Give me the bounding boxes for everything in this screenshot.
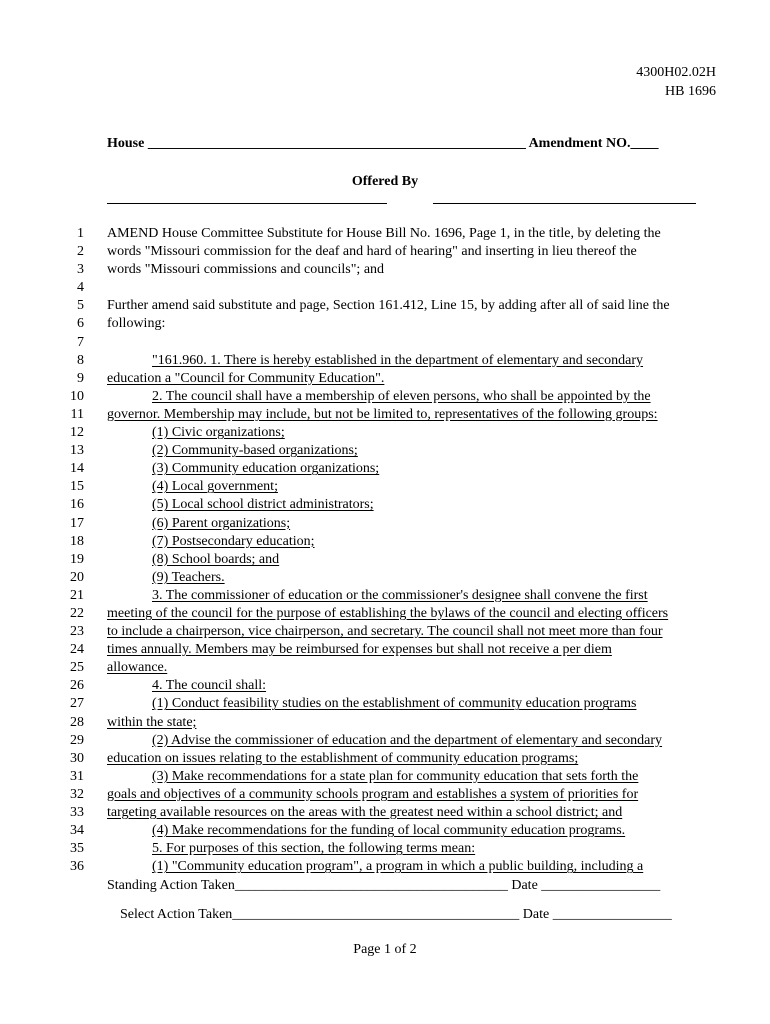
line-number: 34 — [70, 823, 84, 839]
line-number: 6 — [77, 316, 84, 332]
line-text: (3) Community education organizations; — [152, 461, 380, 477]
numbered-line — [0, 551, 770, 569]
line-number: 10 — [70, 388, 84, 404]
line-text: education on issues relating to the establishment of community education programs; — [107, 750, 579, 766]
numbered-line — [0, 225, 770, 243]
line-text: 4. The council shall: — [152, 678, 267, 694]
numbered-line — [0, 840, 770, 858]
numbered-line — [0, 315, 770, 333]
line-number: 29 — [70, 732, 84, 748]
line-number: 23 — [70, 624, 84, 640]
line-number: 9 — [77, 370, 84, 386]
line-number: 18 — [70, 533, 84, 549]
numbered-line — [0, 605, 770, 623]
line-number: 32 — [70, 786, 84, 802]
numbered-line — [0, 641, 770, 659]
line-number: 8 — [77, 352, 84, 368]
house-blank: ______________________________________________________ — [147, 136, 526, 151]
line-text: targeting available resources on the areas with the greatest need within a school district; and — [107, 805, 623, 820]
numbered-line — [0, 695, 770, 713]
numbered-line — [0, 279, 770, 297]
document-code: 4300H02.02H — [636, 65, 716, 80]
line-text: (4) Local government; — [152, 479, 278, 495]
line-text: (8) School boards; and — [152, 551, 280, 567]
line-number: 35 — [70, 841, 84, 857]
line-number: 7 — [77, 334, 84, 350]
line-number: 12 — [70, 425, 84, 441]
numbered-line — [0, 623, 770, 641]
numbered-line — [0, 786, 770, 804]
line-text: governor. Membership may include, but not be limited to, representatives of the following groups: — [107, 406, 658, 422]
line-text: 3. The commissioner of education or the commissioner's designee shall convene the first — [152, 587, 648, 603]
numbered-line — [0, 442, 770, 460]
line-text: times annually. Members may be reimbursed for expenses but shall not receive a per diem — [107, 642, 612, 658]
amendment-number-label: Amendment NO.____ — [525, 136, 659, 151]
numbered-line — [0, 352, 770, 370]
standing-action-line: Standing Action Taken_______________________________________ Date _________________ — [107, 878, 661, 893]
numbered-line — [0, 768, 770, 786]
line-text: (6) Parent organizations; — [152, 515, 291, 531]
line-text: to include a chairperson, vice chairperson, and secretary. The council shall not meet more than four — [107, 624, 663, 640]
line-text: (3) Make recommendations for a state plan for community education that sets forth the — [152, 768, 639, 784]
line-number: 21 — [70, 587, 84, 603]
numbered-line — [0, 515, 770, 533]
line-number: 30 — [70, 750, 84, 766]
numbered-line — [0, 460, 770, 478]
numbered-line — [0, 424, 770, 442]
line-text: within the state; — [107, 714, 197, 730]
numbered-line — [0, 677, 770, 695]
line-text: (1) "Community education program", a program in which a public building, including a — [152, 859, 644, 875]
line-number: 20 — [70, 569, 84, 585]
line-text: (2) Community-based organizations; — [152, 443, 358, 459]
line-text: Further amend said substitute and page, Section 161.412, Line 15, by adding after all of said line the — [107, 298, 670, 314]
line-text: "161.960. 1. There is hereby established in the department of elementary and secondary — [152, 352, 644, 368]
line-number: 3 — [77, 262, 84, 278]
line-number: 33 — [70, 805, 84, 820]
page-number: Page 1 of 2 — [353, 942, 417, 957]
numbered-line — [0, 297, 770, 315]
line-text: (1) Civic organizations; — [152, 425, 285, 441]
numbered-line — [0, 714, 770, 732]
line-number: 26 — [70, 678, 84, 694]
line-number: 2 — [77, 244, 84, 260]
house-label: House — [107, 136, 148, 151]
line-text: 2. The council shall have a membership of eleven persons, who shall be appointed by the — [152, 388, 651, 404]
amendment-text-body — [0, 225, 770, 876]
line-text: goals and objectives of a community schools program and establishes a system of priorities for — [107, 786, 639, 802]
numbered-line — [0, 261, 770, 279]
line-number: 19 — [70, 551, 84, 567]
line-number: 36 — [70, 859, 84, 875]
numbered-line — [0, 587, 770, 605]
numbered-line — [0, 243, 770, 261]
numbered-line — [0, 370, 770, 388]
offered-by-label: Offered By — [351, 174, 419, 189]
bill-number: HB 1696 — [665, 84, 716, 99]
line-text: (2) Advise the commissioner of education and the department of elementary and secondary — [152, 732, 663, 748]
line-number: 27 — [70, 696, 84, 712]
line-number: 31 — [70, 768, 84, 784]
line-text: words "Missouri commission for the deaf and hard of hearing" and inserting in lieu thereof the — [107, 244, 637, 260]
line-text: 5. For purposes of this section, the following terms mean: — [152, 841, 476, 857]
numbered-line — [0, 533, 770, 551]
numbered-line — [0, 569, 770, 587]
line-number: 24 — [70, 642, 84, 658]
offered-by-signature-line-left — [107, 203, 387, 204]
line-number: 16 — [70, 497, 84, 513]
line-number: 11 — [70, 406, 84, 422]
line-text: (1) Conduct feasibility studies on the establishment of community education programs — [152, 696, 637, 712]
line-text: (9) Teachers. — [152, 569, 225, 585]
select-action-line: Select Action Taken_________________________________________ Date _________________ — [120, 907, 672, 922]
line-number: 28 — [70, 714, 84, 730]
line-number: 25 — [70, 660, 84, 676]
line-number: 1 — [77, 226, 84, 241]
numbered-line — [0, 478, 770, 496]
line-number: 17 — [70, 515, 84, 531]
numbered-line — [0, 750, 770, 768]
line-number: 4 — [77, 280, 84, 296]
numbered-line — [0, 388, 770, 406]
numbered-line — [0, 804, 770, 822]
offered-by-signature-line-right — [433, 203, 696, 204]
line-text: allowance. — [107, 660, 168, 676]
numbered-line — [0, 732, 770, 750]
line-text: following: — [107, 316, 166, 332]
line-text: AMEND House Committee Substitute for House Bill No. 1696, Page 1, in the title, by deleting the — [107, 226, 661, 241]
line-text: meeting of the council for the purpose of establishing the bylaws of the council and electing officers — [107, 605, 669, 621]
line-number: 13 — [70, 443, 84, 459]
line-number: 5 — [77, 298, 84, 314]
line-number: 14 — [70, 461, 84, 477]
numbered-line — [0, 406, 770, 424]
line-text: (5) Local school district administrators; — [152, 497, 374, 513]
line-text: (4) Make recommendations for the funding of local community education programs. — [152, 823, 626, 839]
line-text: (7) Postsecondary education; — [152, 533, 315, 549]
numbered-line — [0, 659, 770, 677]
numbered-line — [0, 496, 770, 514]
line-text: words "Missouri commissions and councils"; and — [107, 262, 385, 278]
numbered-line — [0, 334, 770, 352]
line-number: 15 — [70, 479, 84, 495]
line-number: 22 — [70, 605, 84, 621]
numbered-line — [0, 822, 770, 840]
house-amendment-line — [107, 136, 715, 152]
numbered-line — [0, 858, 770, 876]
line-text: education a "Council for Community Education". — [107, 370, 385, 386]
